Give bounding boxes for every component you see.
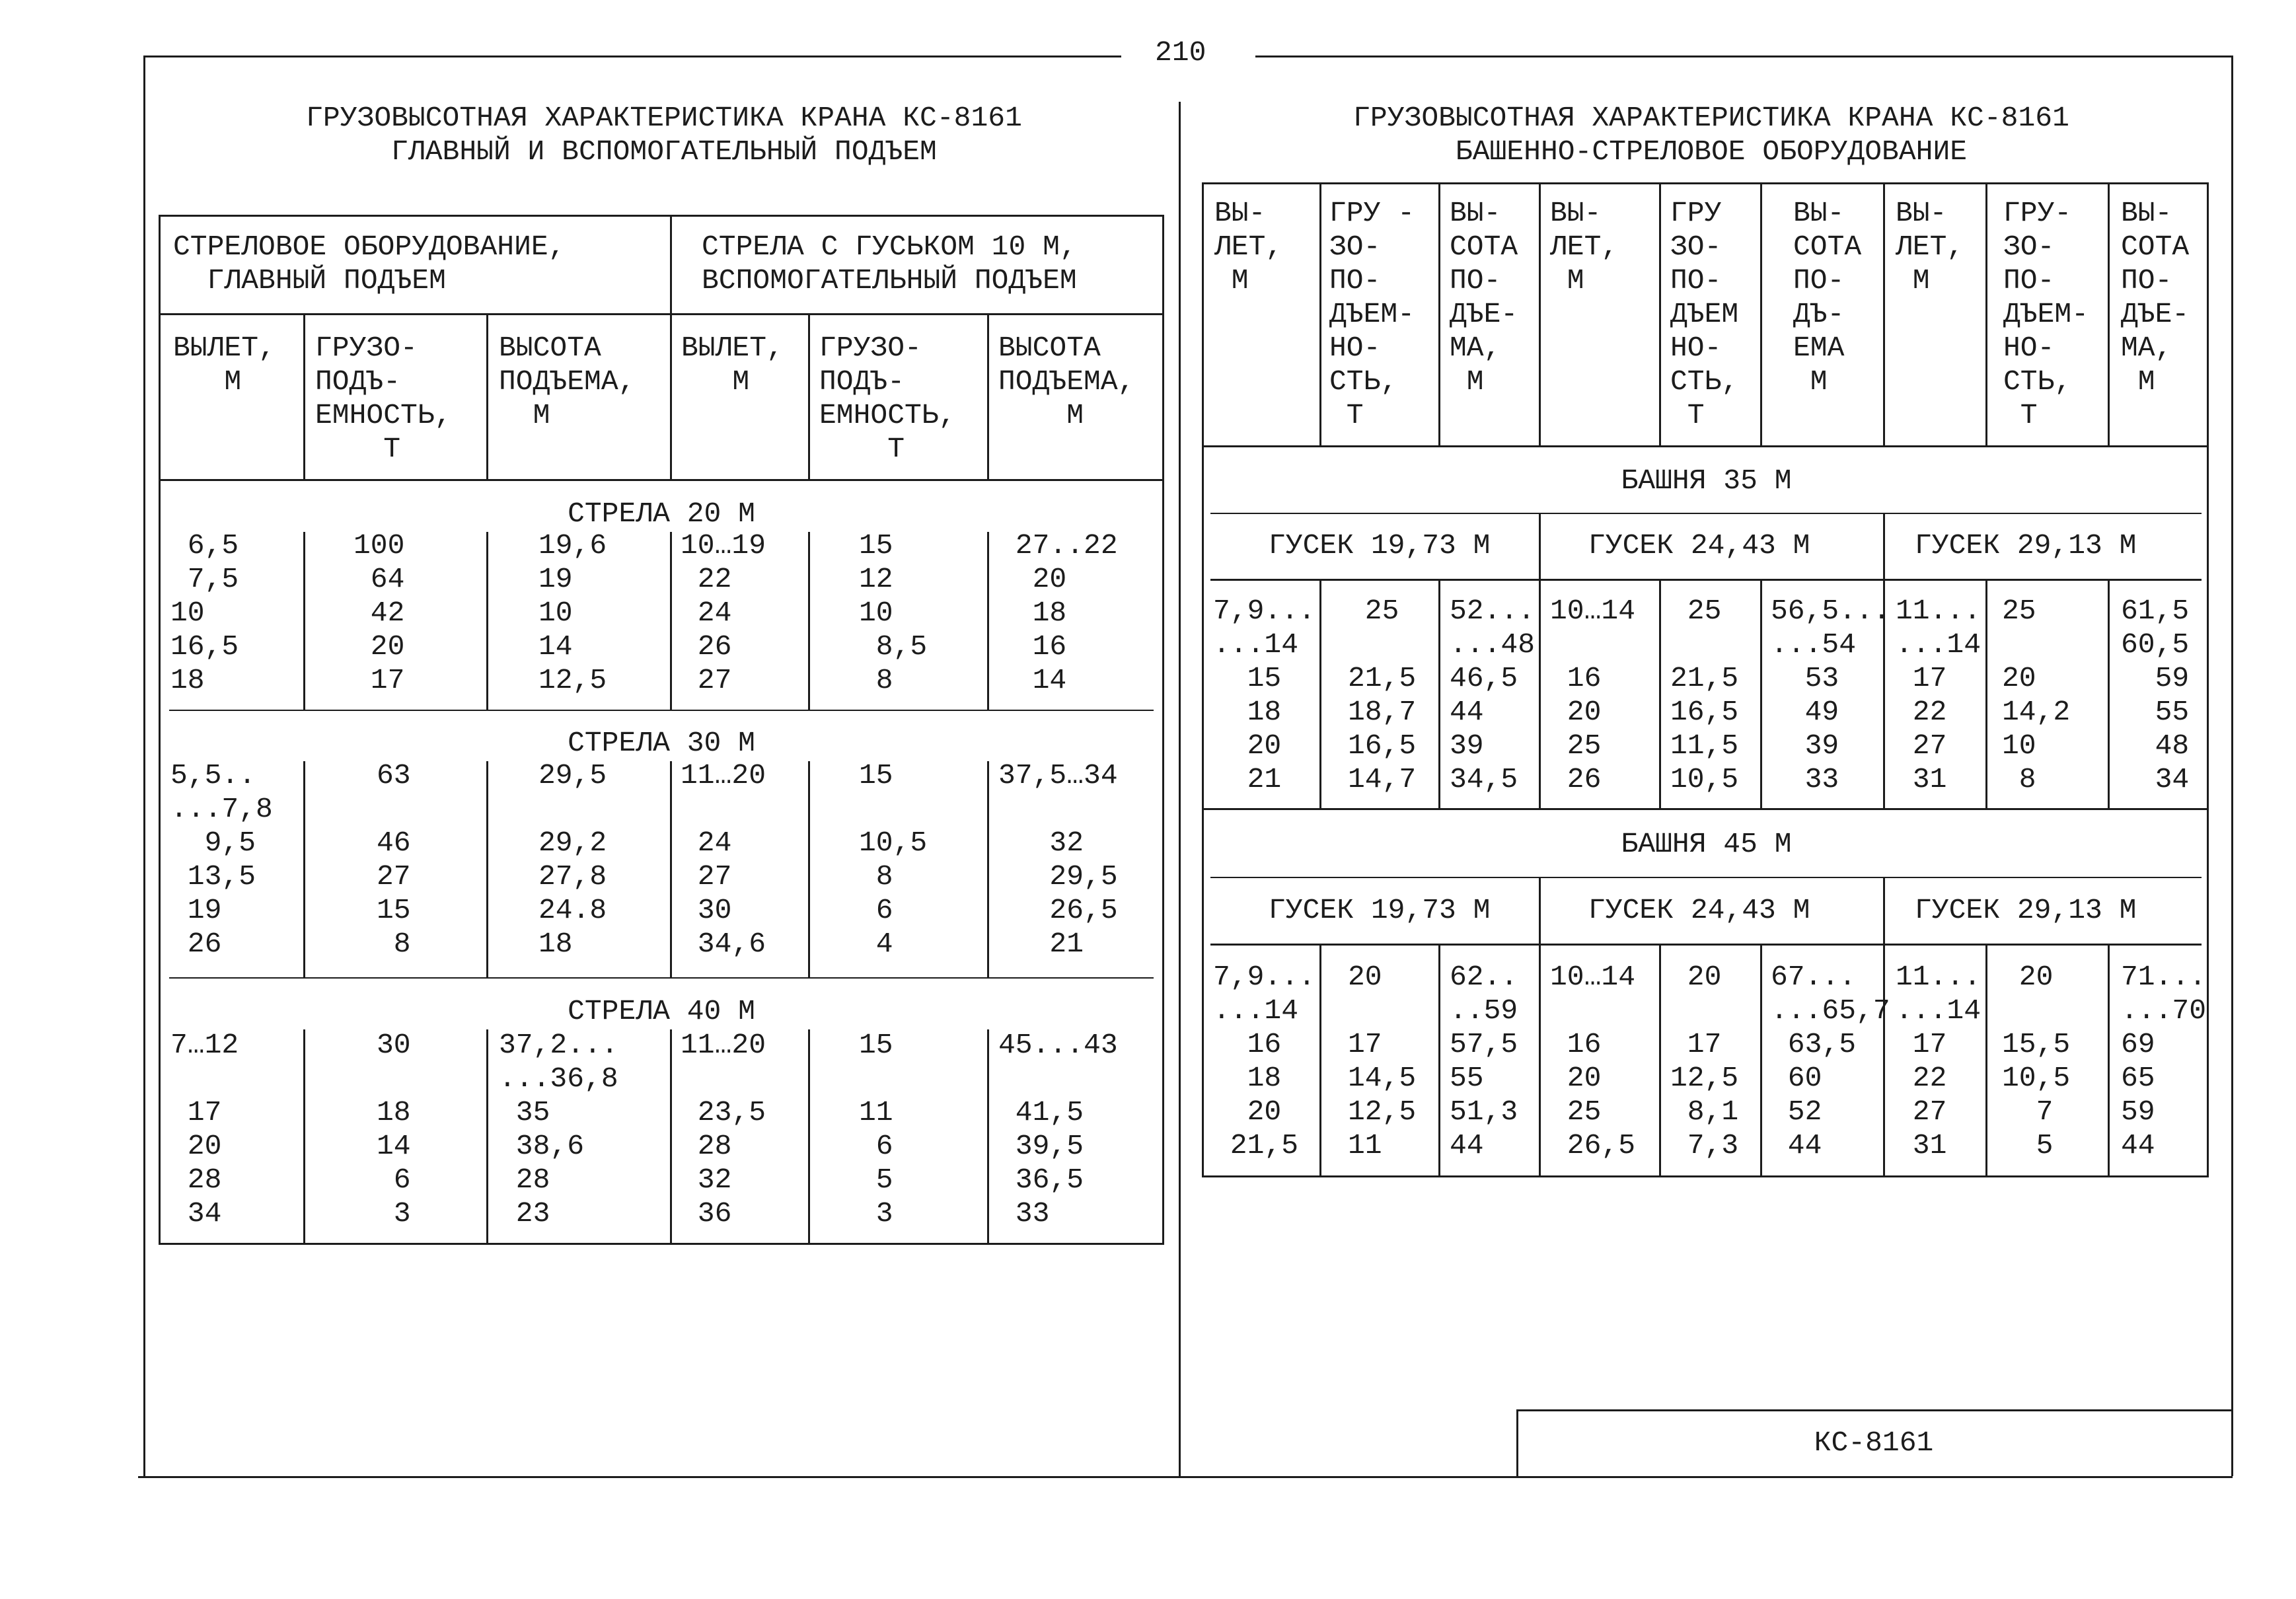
rh-v7 [1985,182,1987,445]
data-column: 6,5 7,5 10 16,5 18 [170,529,239,696]
left-col-jib-reach: ВЫЛЕТ, М [681,332,784,398]
data-column: 37,2... ...36,8 35 38,6 28 23 [499,1029,618,1230]
rh-v5 [1760,182,1762,445]
left-title-line1: ГРУЗОВЫСОТНАЯ ХАРАКТЕРИСТИКА КРАНА КС-8161 [306,102,1022,134]
lt-c1-head [303,313,305,479]
data-column: 71... ...70 69 65 59 44 [2121,961,2207,1162]
t1-v8 [2108,579,2110,808]
rt-right [2207,182,2209,1177]
rt-bottom [1204,1175,2209,1177]
s2-v5 [987,761,989,978]
s1-v1 [303,532,305,710]
data-column: 7,9... ...14 15 18 20 21 [1213,595,1315,796]
right-title-line2: БАШЕННО-СТРЕЛОВОЕ ОБОРУДОВАНИЕ [1455,135,1968,168]
t2-v7 [1985,944,1987,1176]
s3-v1 [303,1029,305,1244]
s2-v2 [486,761,488,978]
rt-left [1202,182,1204,1177]
t1-bottom [1204,808,2209,810]
page-number: 210 [1155,36,1206,69]
left-col-jib-height: ВЫСОТА ПОДЪЕМА, М [998,332,1135,431]
t2-jv1 [1539,878,1541,944]
data-column: 11…20 24 27 30 34,6 [681,759,766,960]
jib-label: ГУСЕК 19,73 М [1269,529,1491,562]
data-column: 25 20 14,2 10 8 [2002,595,2071,796]
lt-bottom [159,1243,1164,1245]
lt-sec-sep1 [169,710,1154,711]
data-column: 67... ...65,7 63,5 60 52 44 [1771,961,1890,1162]
data-column: 10…14 16 20 25 26,5 [1550,961,1636,1162]
jib-label: ГУСЕК 29,13 М [1915,529,2137,562]
jib-label: ГУСЕК 29,13 М [1915,894,2137,926]
s1-v3 [670,532,672,710]
s3-v3 [670,1029,672,1244]
data-column: 15 11 6 5 3 [859,1029,893,1230]
t1-sep [1210,513,2202,514]
tower-title: БАШНЯ 35 М [1621,465,1792,497]
data-column: 56,5... ...54 53 49 39 33 [1771,595,1890,796]
right-col-capacity: ГРУ- ЗО- ПО- ДЪЕМ- НО- СТЬ, Т [2003,197,2089,431]
t1-v2 [1438,579,1440,808]
t2-v3 [1539,944,1541,1176]
data-column: 5,5.. ...7,8 9,5 13,5 19 26 [170,759,273,960]
data-column: 52... ...48 46,5 44 39 34,5 [1450,595,1536,796]
left-col-reach: ВЫЛЕТ, М [173,332,276,398]
tower-title: БАШНЯ 45 М [1621,828,1792,860]
jib-label: ГУСЕК 24,43 М [1588,529,1810,562]
rt-top [1204,182,2209,184]
data-column: 7…12 17 20 28 34 [170,1029,239,1230]
data-column: 45...43 41,5 39,5 36,5 33 [998,1029,1118,1230]
frame-bottom [138,1476,2233,1478]
left-title-line2: ГЛАВНЫЙ И ВСПОМОГАТЕЛЬНЫЙ ПОДЪЕМ [391,135,937,168]
left-col-capacity: ГРУЗО- ПОДЪ- ЕМНОСТЬ, Т [315,332,452,465]
rh-v1 [1319,182,1321,445]
s2-v1 [303,761,305,978]
t2-v5 [1760,944,1762,1176]
data-column: 10…14 16 20 25 26 [1550,595,1636,796]
right-col-capacity: ГРУ - ЗО- ПО- ДЪЕМ- НО- СТЬ, Т [1329,197,1415,431]
data-column: 62.. ..59 57,5 55 51,3 44 [1450,961,1518,1162]
rh-v3 [1539,182,1541,445]
right-col-height: ВЫ- СОТА ПО- ДЪЕ- МА, М [2121,197,2190,398]
lt-c5-head [987,313,989,479]
lt-c4-head [808,313,810,479]
t2-v1 [1319,944,1321,1176]
page-divider [1179,102,1181,1477]
stamp-label: КС-8161 [1814,1427,1934,1459]
s2-v3 [670,761,672,978]
t1-jv2 [1883,514,1885,579]
data-column: 15 12 10 8,5 8 [859,529,928,696]
data-column: 11... ...14 17 22 27 31 [1896,595,1981,796]
data-column: 15 10,5 8 6 4 [859,759,928,960]
data-column: 19,6 19 10 14 12,5 [538,529,607,696]
right-col-reach: ВЫ- ЛЕТ, М [1896,197,1964,297]
data-column: 11…20 23,5 28 32 36 [681,1029,766,1230]
data-column: 27..22 20 18 16 14 [1015,529,1118,696]
jib-label: ГУСЕК 24,43 М [1588,894,1810,926]
s2-v4 [808,761,810,978]
t2-v4 [1659,944,1661,1176]
t1-v1 [1319,579,1321,808]
right-col-reach: ВЫ- ЛЕТ, М [1214,197,1283,297]
s1-v2 [486,532,488,710]
section-title: СТРЕЛА 40 М [568,995,755,1027]
data-column: 20 17 12,5 8,1 7,3 [1670,961,1739,1162]
data-column: 10…19 22 24 26 27 [681,529,766,696]
rh-v8 [2108,182,2110,445]
rh-v6 [1883,182,1885,445]
s3-v2 [486,1029,488,1244]
t2-jv2 [1883,878,1885,944]
data-column: 29,5 29,2 27,8 24.8 18 [538,759,607,960]
section-title: СТРЕЛА 30 М [568,727,755,759]
lt-top [159,215,1164,217]
s3-v5 [987,1029,989,1244]
jib-label: ГУСЕК 19,73 М [1269,894,1491,926]
data-column: 7,9... ...14 16 18 20 21,5 [1213,961,1315,1162]
s1-v4 [808,532,810,710]
right-col-reach: ВЫ- ЛЕТ, М [1550,197,1619,297]
frame-left [143,56,145,1476]
t1-v3 [1539,579,1541,808]
left-col-height: ВЫСОТА ПОДЪЕМА, М [499,332,636,431]
data-column: 20 17 14,5 12,5 11 [1348,961,1417,1162]
data-column: 61,5 60,5 59 55 48 34 [2121,595,2190,796]
data-column: 11... ...14 17 22 27 31 [1896,961,1981,1162]
right-col-height: ВЫ- СОТА ПО- ДЪ- ЕМА М [1793,197,1862,398]
rt-head-sep [1204,445,2209,447]
rh-v4 [1659,182,1661,445]
rh-v2 [1438,182,1440,445]
data-column: 30 18 14 6 3 [377,1029,411,1230]
lt-mid-head [670,215,672,479]
data-column: 25 21,5 16,5 11,5 10,5 [1670,595,1739,796]
data-column: 63 46 27 15 8 [377,759,411,960]
frame-top-right [1255,56,2233,57]
data-column: 25 21,5 18,7 16,5 14,7 [1348,595,1417,796]
data-column: 37,5…34 32 29,5 26,5 21 [998,759,1118,960]
frame-top-left [143,56,1121,57]
t1-v4 [1659,579,1661,808]
t2-jib-sep [1210,944,2202,946]
data-column: 20 15,5 10,5 7 5 [2002,961,2071,1162]
stamp-top [1516,1409,2231,1411]
t1-jv1 [1539,514,1541,579]
right-col-height: ВЫ- СОТА ПО- ДЪЕ- МА, М [1450,197,1518,398]
t1-v5 [1760,579,1762,808]
t1-jib-sep [1210,579,2202,581]
lt-head-sep [159,479,1164,481]
left-col-jib-capacity: ГРУЗО- ПОДЪ- ЕМНОСТЬ, Т [819,332,956,465]
s1-v5 [987,532,989,710]
lt-sec-sep2 [169,977,1154,979]
lt-group-sep [159,313,1164,315]
left-group-boom: СТРЕЛОВОЕ ОБОРУДОВАНИЕ, ГЛАВНЫЙ ПОДЪЕМ [173,231,566,297]
right-title-line1: ГРУЗОВЫСОТНАЯ ХАРАКТЕРИСТИКА КРАНА КС-8161 [1353,102,2069,134]
t2-v8 [2108,944,2110,1176]
data-column: 100 64 42 20 17 [353,529,405,696]
lt-c2-head [486,313,488,479]
t1-v7 [1985,579,1987,808]
section-title: СТРЕЛА 20 М [568,498,755,530]
s3-v4 [808,1029,810,1244]
t2-sep [1210,877,2202,878]
left-group-jib: СТРЕЛА С ГУСЬКОМ 10 М, ВСПОМОГАТЕЛЬНЫЙ ПОДЪЕМ [702,231,1077,297]
rt-tail [2231,1176,2233,1328]
t2-v2 [1438,944,1440,1176]
right-col-capacity: ГРУ ЗО- ПО- ДЪЕМ НО- СТЬ, Т [1670,197,1739,431]
